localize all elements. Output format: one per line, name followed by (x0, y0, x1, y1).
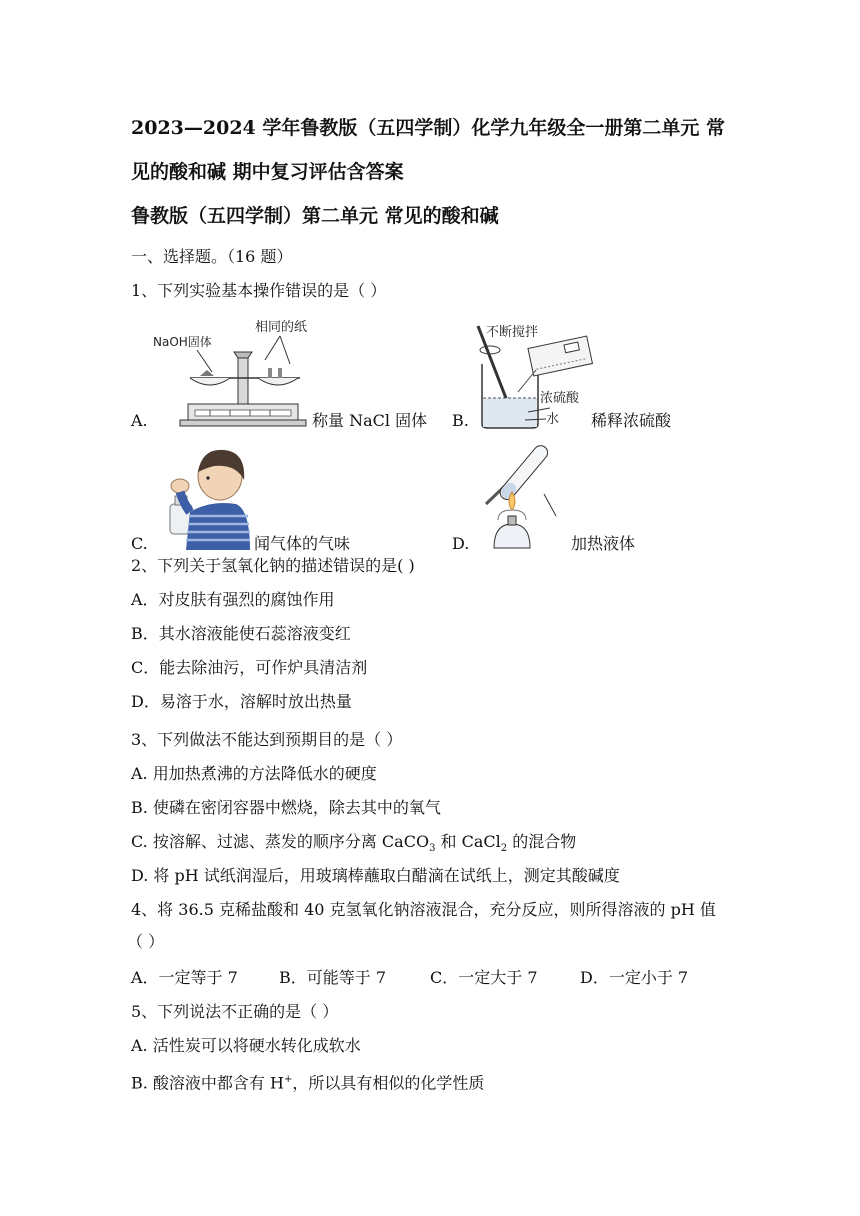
q1-option-b-label: B. (452, 411, 469, 430)
q3-option-d: D. 将 pH 试纸润湿后，用玻璃棒蘸取白醋滴在试纸上，测定其酸碱度 (131, 866, 620, 885)
dilution-illustration (470, 320, 595, 432)
smelling-gas-illustration (150, 446, 260, 550)
question-4-stem: 4、将 36.5 克稀盐酸和 40 克氢氧化钠溶液混合，充分反应，则所得溶液的 pH 值 (131, 900, 716, 919)
q1-option-a-caption: 称量 NaCl 固体 (312, 411, 428, 430)
q1-option-a-label: A. (131, 411, 148, 430)
question-5-stem: 5、下列说法不正确的是（ ） (131, 1002, 339, 1021)
q3-option-c (131, 831, 576, 860)
q1-option-d-label: D. (452, 534, 470, 553)
q2-option-b: B．其水溶液能使石蕊溶液变红 (131, 624, 351, 643)
q4-option-c: C．一定大于 7 (430, 968, 538, 987)
q3-option-c-sub-2: 2 (500, 843, 508, 855)
question-4-stem-cont: （ ） (127, 932, 165, 951)
q3-option-a: A. 用加热煮沸的方法降低水的硬度 (131, 764, 377, 783)
q5-option-a: A. 活性炭可以将硬水转化成软水 (131, 1036, 361, 1055)
q1-option-c-caption: 闻气体的气味 (254, 534, 351, 553)
q5-option-b (131, 1069, 484, 1094)
q3-option-c-text-2: 和 CaCl (435, 832, 501, 851)
question-3-stem: 3、下列做法不能达到预期目的是（ ） (131, 730, 403, 749)
question-2-stem: 2、下列关于氢氧化钠的描述错误的是( ) (131, 556, 415, 575)
question-1-stem: 1、下列实验基本操作错误的是（ ） (131, 281, 387, 300)
q5-option-b-sup: + (283, 1074, 293, 1085)
q1-option-b-caption: 稀释浓硫酸 (591, 411, 672, 430)
q2-option-a: A．对皮肤有强烈的腐蚀作用 (131, 590, 335, 609)
same-paper-label: 相同的纸 (255, 320, 308, 335)
q3-option-c-text-3: 的混合物 (507, 832, 577, 851)
q1-option-c-label: C. (131, 534, 148, 553)
water-label: 水 (546, 412, 560, 427)
q4-option-a: A．一定等于 7 (131, 968, 238, 987)
q2-option-d: D．易溶于水，溶解时放出热量 (131, 692, 352, 711)
doc-title-line-1: 2023—2024 学年鲁教版（五四学制）化学九年级全一册第二单元 常 (131, 117, 725, 139)
q3-option-c-text-1: C. 按溶解、过滤、蒸发的顺序分离 CaCO (131, 832, 430, 851)
q5-option-b-text-1: B. 酸溶液中都含有 H (131, 1073, 284, 1093)
q1-option-d-caption: 加热液体 (571, 534, 636, 553)
naoh-solid-label: NaOH固体 (153, 335, 212, 349)
doc-title-line-2: 见的酸和碱 期中复习评估含答案 (131, 161, 404, 183)
section-heading: 一、选择题。（16 题） (131, 247, 293, 266)
doc-subtitle: 鲁教版（五四学制）第二单元 常见的酸和碱 (131, 205, 499, 227)
q5-option-b-text-2: ，所以具有相似的化学性质 (292, 1073, 485, 1093)
q4-option-d: D．一定小于 7 (580, 968, 689, 987)
stir-label: 不断搅拌 (486, 325, 539, 340)
acid-label: 浓硫酸 (540, 391, 580, 406)
heating-liquid-illustration (472, 444, 562, 552)
q3-option-b: B. 使磷在密闭容器中燃烧，除去其中的氧气 (131, 798, 441, 817)
q4-option-b: B．可能等于 7 (279, 968, 387, 987)
q3-option-c-sub-1: 3 (429, 843, 436, 855)
balance-illustration (150, 316, 310, 432)
q2-option-c: C．能去除油污，可作炉具清洁剂 (131, 658, 368, 677)
